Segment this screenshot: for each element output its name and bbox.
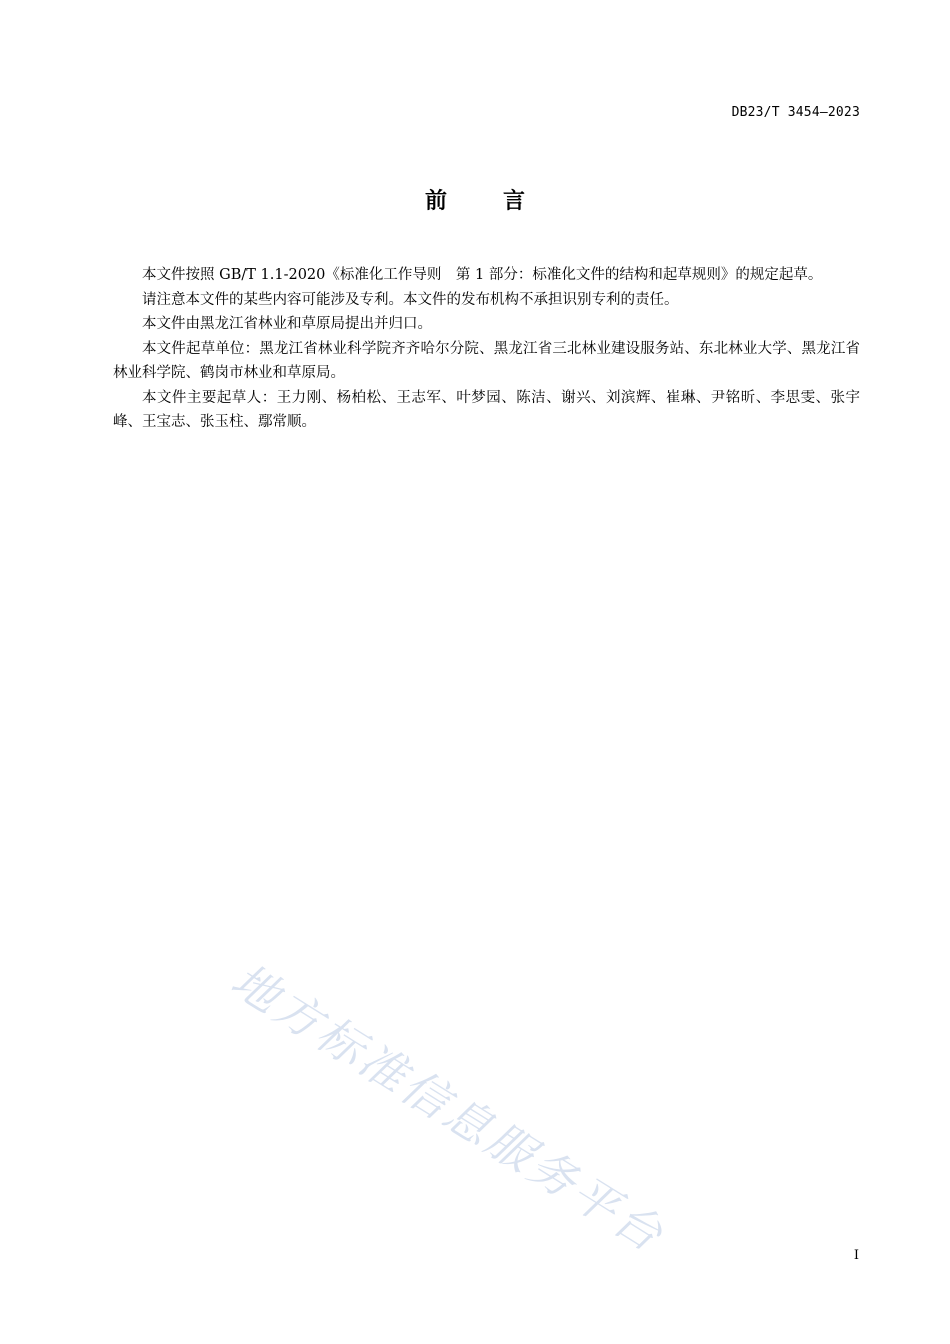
paragraph-drafters: 本文件主要起草人：王力刚、杨柏松、王志军、叶梦园、陈洁、谢兴、刘滨辉、崔琳、尹铭昕、李思雯、张宇峰、王宝志、张玉柱、鄢常顺。: [113, 389, 860, 430]
paragraph-proposer: 本文件由黑龙江省林业和草原局提出并归口。: [142, 316, 432, 332]
title-char-2: 言: [503, 189, 526, 214]
page-number: I: [853, 1248, 859, 1263]
page-title: [0, 184, 950, 215]
standard-code: DB23/T 3454—2023: [731, 105, 860, 120]
foreword-body: [113, 263, 860, 435]
paragraph-drafting-rules: 本文件按照 GB/T 1.1-2020《标准化工作导则 第 1 部分：标准化文件的结构和起草规则》的规定起草。: [142, 267, 823, 283]
title-char-1: 前: [424, 189, 447, 214]
paragraph-drafting-units: 本文件起草单位：黑龙江省林业科学院齐齐哈尔分院、黑龙江省三北林业建设服务站、东北林业大学、黑龙江省林业科学院、鹤岗市林业和草原局。: [113, 340, 860, 381]
paragraph-patent-notice: 请注意本文件的某些内容可能涉及专利。本文件的发布机构不承担识别专利的责任。: [142, 291, 679, 308]
watermark: 地方标准信息服务平台: [222, 952, 675, 1264]
